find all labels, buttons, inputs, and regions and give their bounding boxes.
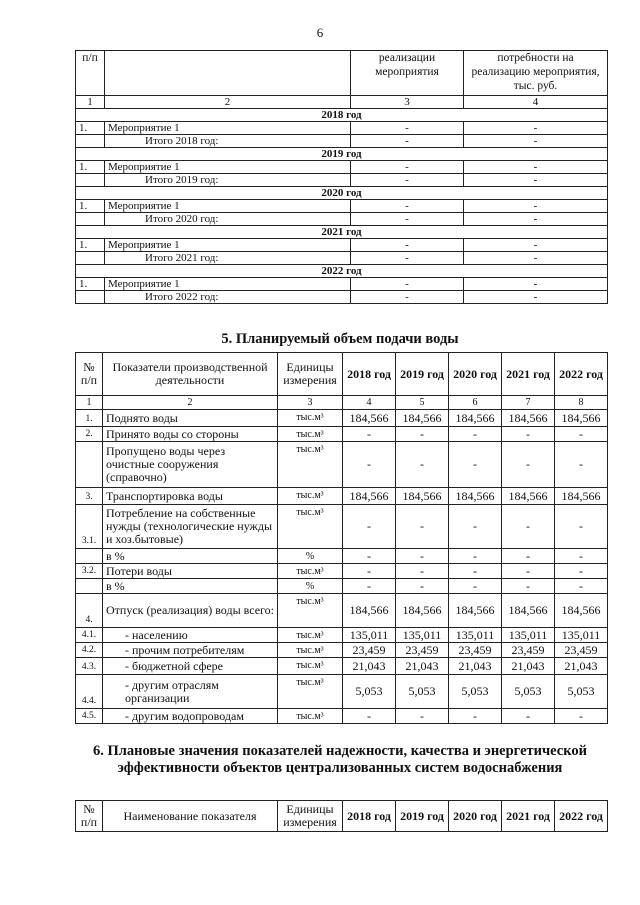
water-row-num	[76, 549, 103, 564]
water-row-value: 184,566	[555, 488, 608, 505]
water-row-value: -	[502, 427, 555, 442]
colnum: 6	[449, 396, 502, 410]
measure-value: -	[464, 278, 608, 291]
measure-name: Мероприятие 1	[105, 239, 351, 252]
measures-header-need: потребности на реализацию мероприятия, тыс. руб.	[464, 51, 608, 96]
water-row-value: 5,053	[502, 675, 555, 709]
water-row-name: в %	[103, 579, 278, 594]
water-row-name: - бюджетной сфере	[103, 658, 278, 675]
water-row-value: -	[555, 442, 608, 488]
measure-total-label: Итого 2021 год:	[105, 252, 351, 265]
water-row-value: -	[343, 427, 396, 442]
water-row-value: -	[502, 442, 555, 488]
indicators-header-year: 2019 год	[396, 801, 449, 832]
water-row-value: -	[555, 549, 608, 564]
water-volume-table	[75, 352, 608, 724]
measure-total-label: Итого 2018 год:	[105, 135, 351, 148]
measures-header-implementation: реализации мероприятия	[351, 51, 464, 96]
measure-value: -	[464, 161, 608, 174]
measure-name: Мероприятие 1	[105, 278, 351, 291]
measure-total-label: Итого 2020 год:	[105, 213, 351, 226]
measure-row	[76, 239, 608, 252]
water-row-value: 184,566	[343, 410, 396, 427]
measure-value: -	[464, 213, 608, 226]
water-body	[76, 410, 608, 724]
water-row-value: -	[502, 505, 555, 549]
colnum: 3	[278, 396, 343, 410]
water-row-num	[76, 579, 103, 594]
measure-value: -	[351, 135, 464, 148]
measure-total-row	[76, 291, 608, 304]
water-row-unit: тыс.м³	[278, 488, 343, 505]
water-header-num: № п/п	[76, 353, 103, 396]
measure-value: -	[351, 200, 464, 213]
water-row-value: -	[396, 579, 449, 594]
water-header-year: 2021 год	[502, 353, 555, 396]
measures-body	[76, 109, 608, 304]
water-row-value: -	[343, 564, 396, 579]
year-label: 2022 год	[76, 265, 608, 278]
water-row	[76, 549, 608, 564]
water-row-num: 4.4.	[76, 675, 103, 709]
water-row-value: -	[555, 505, 608, 549]
water-row-value: 184,566	[555, 594, 608, 628]
indicators-header-name: Наименование показателя	[103, 801, 278, 832]
water-header-year: 2018 год	[343, 353, 396, 396]
water-row-unit: тыс.м³	[278, 427, 343, 442]
water-row	[76, 410, 608, 427]
measure-value: -	[351, 161, 464, 174]
water-row-unit: %	[278, 549, 343, 564]
water-row	[76, 643, 608, 658]
year-group-row	[76, 187, 608, 200]
measure-num: 1.	[76, 239, 105, 252]
year-label: 2019 год	[76, 148, 608, 161]
year-group-row	[76, 226, 608, 239]
measures-header-num: п/п	[76, 51, 105, 96]
water-row-value: -	[449, 427, 502, 442]
water-row	[76, 564, 608, 579]
water-row-value: -	[343, 442, 396, 488]
measure-value: -	[351, 278, 464, 291]
water-row-unit: тыс.м³	[278, 505, 343, 549]
water-row	[76, 594, 608, 628]
water-row-name: Потери воды	[103, 564, 278, 579]
water-row-value: -	[343, 549, 396, 564]
water-row-num: 3.	[76, 488, 103, 505]
colnum: 7	[502, 396, 555, 410]
water-row-num: 4.3.	[76, 658, 103, 675]
water-row-value: 23,459	[343, 643, 396, 658]
colnum: 4	[464, 96, 608, 109]
measures-table	[75, 50, 608, 304]
water-row-num: 4.5.	[76, 709, 103, 724]
measure-row	[76, 200, 608, 213]
empty-cell	[76, 135, 105, 148]
measure-row	[76, 278, 608, 291]
water-row-value: -	[555, 709, 608, 724]
water-row-value: -	[502, 549, 555, 564]
water-row-value: 5,053	[555, 675, 608, 709]
measure-total-label: Итого 2019 год:	[105, 174, 351, 187]
measure-value: -	[464, 239, 608, 252]
water-header-row	[76, 353, 608, 396]
measure-value: -	[351, 291, 464, 304]
water-row-value: 21,043	[555, 658, 608, 675]
measure-value: -	[464, 252, 608, 265]
water-row-num: 1.	[76, 410, 103, 427]
colnum: 8	[555, 396, 608, 410]
colnum: 2	[105, 96, 351, 109]
water-row-value: -	[396, 549, 449, 564]
measure-total-row	[76, 174, 608, 187]
measure-value: -	[351, 213, 464, 226]
water-row-num: 4.1.	[76, 628, 103, 643]
water-row-num: 3.2.	[76, 564, 103, 579]
water-row-name: Пропущено воды через очистные сооружения (справочно)	[103, 442, 278, 488]
water-row-value: 5,053	[396, 675, 449, 709]
water-row-name: Транспортировка воды	[103, 488, 278, 505]
indicators-header-num: № п/п	[76, 801, 103, 832]
water-header-year: 2022 год	[555, 353, 608, 396]
water-row-name: Поднято воды	[103, 410, 278, 427]
colnum: 5	[396, 396, 449, 410]
water-row	[76, 488, 608, 505]
water-row-value: 135,011	[396, 628, 449, 643]
measure-num: 1.	[76, 161, 105, 174]
measure-value: -	[351, 239, 464, 252]
measure-total-row	[76, 135, 608, 148]
colnum: 1	[76, 396, 103, 410]
water-row	[76, 709, 608, 724]
measure-value: -	[351, 122, 464, 135]
water-row-value: 184,566	[396, 410, 449, 427]
water-row-value: 5,053	[343, 675, 396, 709]
water-row-value: 184,566	[396, 488, 449, 505]
measures-colnum-row	[76, 96, 608, 109]
water-header-unit: Единицы измерения	[278, 353, 343, 396]
measure-value: -	[464, 200, 608, 213]
water-row-unit: тыс.м³	[278, 628, 343, 643]
year-group-row	[76, 265, 608, 278]
water-row	[76, 628, 608, 643]
water-row-name: - населению	[103, 628, 278, 643]
water-row-value: 23,459	[396, 643, 449, 658]
water-row-value: 135,011	[449, 628, 502, 643]
measures-header-name	[105, 51, 351, 96]
water-row-unit: тыс.м³	[278, 564, 343, 579]
measure-num: 1.	[76, 278, 105, 291]
water-row-value: -	[502, 709, 555, 724]
water-row-unit: тыс.м³	[278, 658, 343, 675]
empty-cell	[76, 213, 105, 226]
measure-value: -	[464, 122, 608, 135]
water-row-value: 21,043	[449, 658, 502, 675]
section5-title: 5. Планируемый объем подачи воды	[221, 331, 459, 347]
indicators-header-row	[76, 801, 608, 832]
measure-num: 1.	[76, 200, 105, 213]
measure-num: 1.	[76, 122, 105, 135]
page-number: 6	[316, 25, 324, 40]
measure-row	[76, 122, 608, 135]
water-row-value: 23,459	[555, 643, 608, 658]
water-row-value: -	[449, 505, 502, 549]
water-row-value: -	[502, 579, 555, 594]
measure-value: -	[351, 174, 464, 187]
empty-cell	[76, 252, 105, 265]
water-row-name: - другим отраслям организации	[103, 675, 278, 709]
indicators-header-year: 2020 год	[449, 801, 502, 832]
water-row	[76, 579, 608, 594]
indicators-header-year: 2022 год	[555, 801, 608, 832]
water-row-value: -	[555, 427, 608, 442]
water-row-unit: тыс.м³	[278, 594, 343, 628]
water-row-value: 21,043	[396, 658, 449, 675]
indicators-header-year: 2018 год	[343, 801, 396, 832]
water-header-name: Показатели производственной деятельности	[103, 353, 278, 396]
water-row-value: 21,043	[343, 658, 396, 675]
measure-total-row	[76, 213, 608, 226]
indicators-header-year: 2021 год	[502, 801, 555, 832]
measure-total-row	[76, 252, 608, 265]
year-label: 2021 год	[76, 226, 608, 239]
section6-title: 6. Плановые значения показателей надежности, качества и энергетической эффективности объектов централизованных систем водоснабжения	[93, 743, 587, 776]
water-row-num: 3.1.	[76, 505, 103, 549]
water-row-value: -	[555, 564, 608, 579]
measure-value: -	[351, 252, 464, 265]
water-row-value: -	[449, 709, 502, 724]
year-label: 2018 год	[76, 109, 608, 122]
colnum: 4	[343, 396, 396, 410]
measure-name: Мероприятие 1	[105, 161, 351, 174]
empty-cell	[76, 174, 105, 187]
water-row-value: 184,566	[502, 410, 555, 427]
water-row-value: 184,566	[502, 594, 555, 628]
water-row-value: 23,459	[502, 643, 555, 658]
water-row	[76, 675, 608, 709]
indicators-header-unit: Единицы измерения	[278, 801, 343, 832]
measure-name: Мероприятие 1	[105, 200, 351, 213]
water-row-value: -	[343, 709, 396, 724]
water-row-value: -	[343, 579, 396, 594]
water-row-value: 23,459	[449, 643, 502, 658]
colnum: 1	[76, 96, 105, 109]
water-row-name: в %	[103, 549, 278, 564]
water-row-name: - прочим потребителям	[103, 643, 278, 658]
water-row-value: 184,566	[343, 594, 396, 628]
water-row-value: -	[396, 505, 449, 549]
water-row-num: 2.	[76, 427, 103, 442]
water-row-name: Отпуск (реализация) воды всего:	[103, 594, 278, 628]
measure-total-label: Итого 2022 год:	[105, 291, 351, 304]
water-row-unit: тыс.м³	[278, 410, 343, 427]
water-row-num: 4.2.	[76, 643, 103, 658]
water-row-num	[76, 442, 103, 488]
water-row	[76, 427, 608, 442]
water-row-unit: тыс.м³	[278, 675, 343, 709]
water-row-value: -	[555, 579, 608, 594]
measure-value: -	[464, 174, 608, 187]
measures-header-row	[76, 51, 608, 96]
water-row	[76, 658, 608, 675]
water-row-value: 5,053	[449, 675, 502, 709]
water-row-value: 184,566	[343, 488, 396, 505]
water-row-value: -	[396, 427, 449, 442]
water-row-unit: тыс.м³	[278, 709, 343, 724]
water-row-value: 135,011	[502, 628, 555, 643]
water-row-value: -	[449, 549, 502, 564]
water-row-unit: %	[278, 579, 343, 594]
water-header-year: 2019 год	[396, 353, 449, 396]
colnum: 2	[103, 396, 278, 410]
empty-cell	[76, 291, 105, 304]
year-group-row	[76, 109, 608, 122]
water-row	[76, 505, 608, 549]
water-row-unit: тыс.м³	[278, 643, 343, 658]
measure-name: Мероприятие 1	[105, 122, 351, 135]
water-row-value: -	[502, 564, 555, 579]
water-row-value: 184,566	[449, 594, 502, 628]
water-row-value: -	[449, 564, 502, 579]
water-row-value: -	[396, 442, 449, 488]
water-row-value: 184,566	[449, 410, 502, 427]
indicators-table	[75, 800, 608, 832]
year-label: 2020 год	[76, 187, 608, 200]
water-row-unit: тыс.м³	[278, 442, 343, 488]
water-row-value: 21,043	[502, 658, 555, 675]
water-row-name: - другим водопроводам	[103, 709, 278, 724]
water-row-value: -	[396, 709, 449, 724]
water-row-value: 184,566	[396, 594, 449, 628]
water-row-value: -	[449, 579, 502, 594]
water-colnum-row	[76, 396, 608, 410]
water-row-value: -	[343, 505, 396, 549]
measure-value: -	[464, 135, 608, 148]
water-row-value: 135,011	[555, 628, 608, 643]
colnum: 3	[351, 96, 464, 109]
year-group-row	[76, 148, 608, 161]
water-row-value: 184,566	[502, 488, 555, 505]
water-row-name: Потребление на собственные нужды (технологические нужды и хоз.бытовые)	[103, 505, 278, 549]
measure-row	[76, 161, 608, 174]
water-row	[76, 442, 608, 488]
water-row-num: 4.	[76, 594, 103, 628]
water-row-value: -	[449, 442, 502, 488]
water-row-value: 135,011	[343, 628, 396, 643]
water-row-value: 184,566	[449, 488, 502, 505]
measure-value: -	[464, 291, 608, 304]
water-row-value: 184,566	[555, 410, 608, 427]
water-header-year: 2020 год	[449, 353, 502, 396]
water-row-name: Принято воды со стороны	[103, 427, 278, 442]
water-row-value: -	[396, 564, 449, 579]
